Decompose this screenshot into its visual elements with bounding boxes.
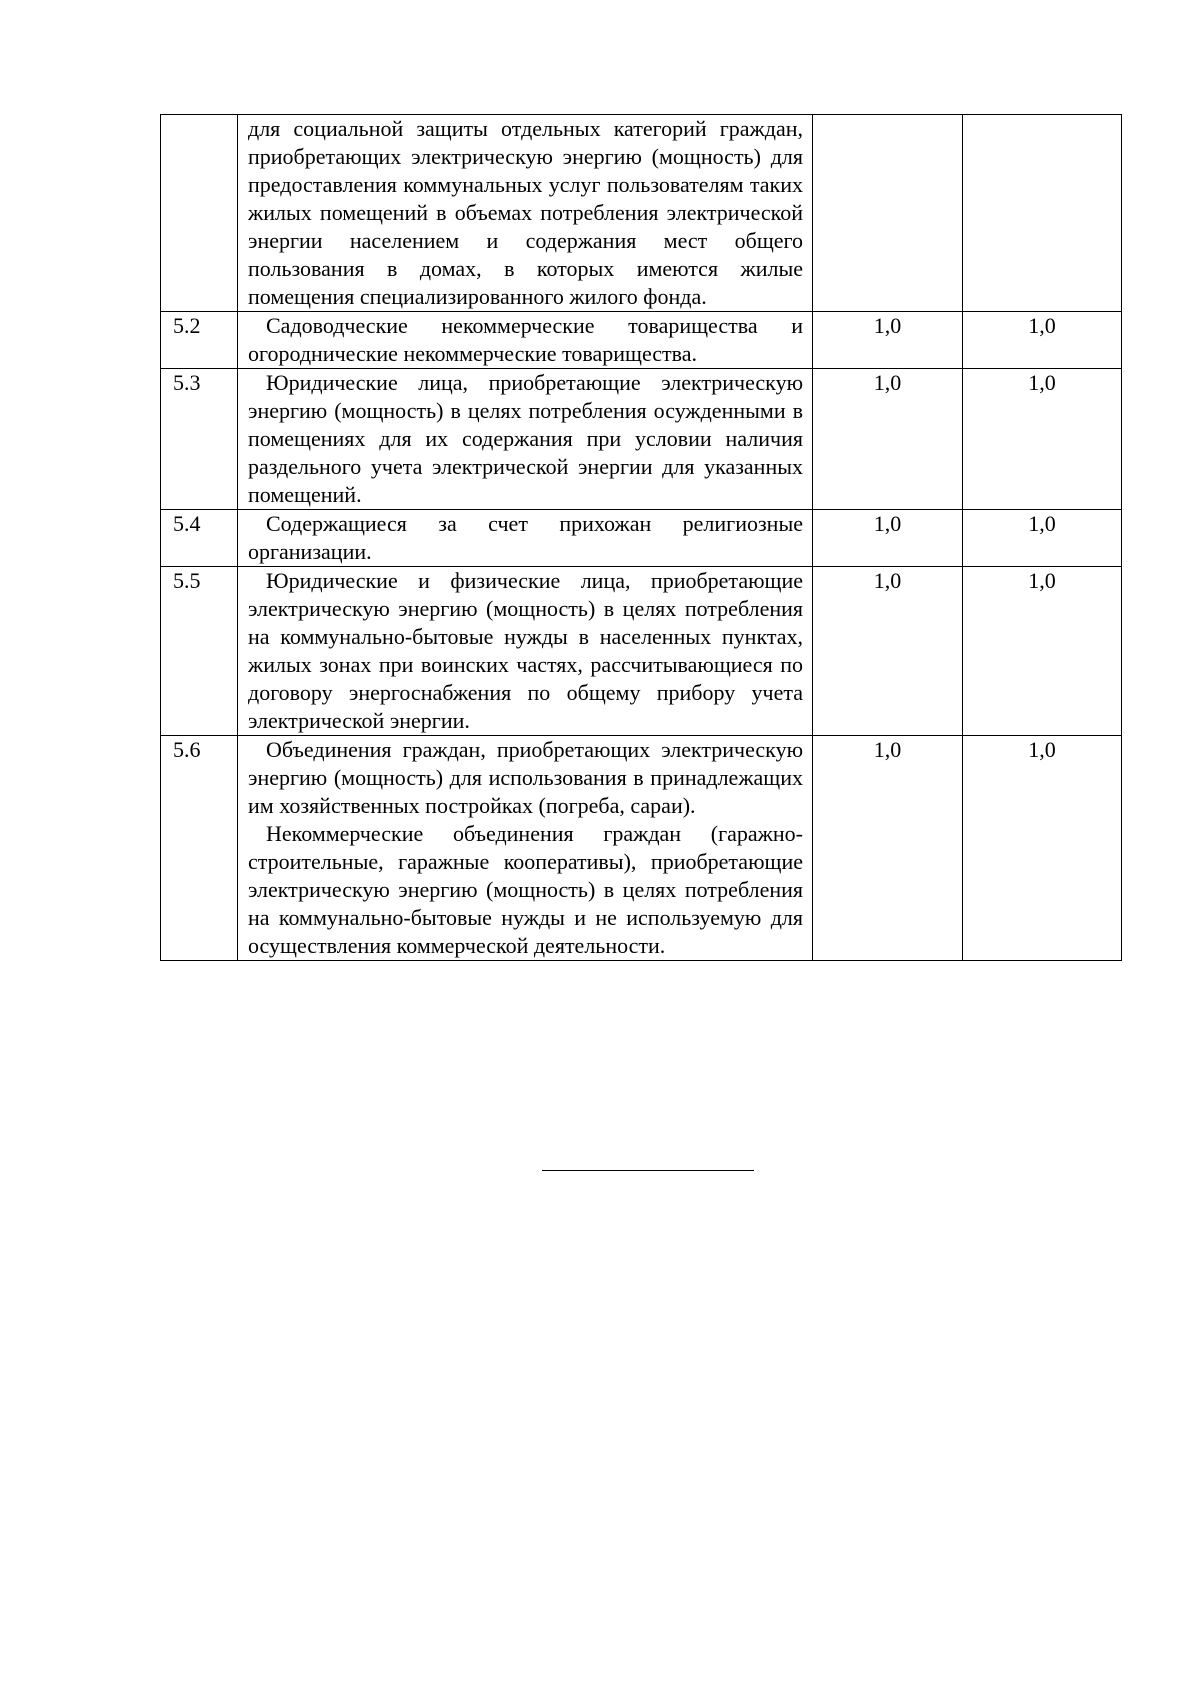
row-number: 5.5: [161, 567, 238, 736]
description-paragraph: Садоводческие некоммерческие товарищества и огороднические некоммерческие товарищества.: [248, 313, 803, 366]
row-value-1: 1,0: [813, 312, 963, 369]
table-row: [161, 369, 1122, 510]
row-number: [161, 115, 238, 312]
row-value-2: 1,0: [963, 567, 1122, 736]
description-paragraph: для социальной защиты отдельных категорий граждан, приобретающих электрическую энергию (мощность) для предоставления коммунальных услуг пользователям таких жилых помещений в объемах потребления электрической энергии населением и содержания мест общего пользования в домах, в которых имеются жилые помещения специализированного жилого фонда.: [248, 116, 803, 309]
row-value-1: 1,0: [813, 736, 963, 961]
row-description: [238, 510, 813, 567]
row-value-1: 1,0: [813, 510, 963, 567]
row-number: 5.4: [161, 510, 238, 567]
description-paragraph: Юридические и физические лица, приобретающие электрическую энергию (мощность) в целях потребления на коммунально-бытовые нужды в населенных пунктах, жилых зонах при воинских частях, рассчитывающиеся по договору энергоснабжения по общему прибору учета электрической энергии.: [248, 568, 803, 733]
table-row: [161, 567, 1122, 736]
table-row: [161, 312, 1122, 369]
row-description: [238, 312, 813, 369]
tariff-table: [160, 114, 1122, 961]
row-number: 5.3: [161, 369, 238, 510]
row-value-2: 1,0: [963, 312, 1122, 369]
row-description: [238, 369, 813, 510]
row-value-2: 1,0: [963, 736, 1122, 961]
description-paragraph: Юридические лица, приобретающие электрическую энергию (мощность) в целях потребления осужденными в помещениях для их содержания при условии наличия раздельного учета электрической энергии для указанных помещений.: [248, 370, 803, 507]
row-value-1: [813, 115, 963, 312]
row-value-2: 1,0: [963, 510, 1122, 567]
end-of-document-rule: [542, 1170, 754, 1171]
description-paragraph: Содержащиеся за счет прихожан религиозные организации.: [248, 511, 803, 564]
row-value-2: [963, 115, 1122, 312]
row-description: [238, 115, 813, 312]
description-paragraph: Объединения граждан, приобретающих электрическую энергию (мощность) для использования в принадлежащих им хозяйственных постройках (погреба, сараи).: [248, 737, 803, 818]
row-value-1: 1,0: [813, 369, 963, 510]
table-row: [161, 115, 1122, 312]
row-value-2: 1,0: [963, 369, 1122, 510]
description-paragraph: Некоммерческие объединения граждан (гаражно-строительные, гаражные кооперативы), приобретающие электрическую энергию (мощность) в целях потребления на коммунально-бытовые нужды и не используемую для осуществления коммерческой деятельности.: [248, 821, 803, 958]
row-description: [238, 567, 813, 736]
row-description: [238, 736, 813, 961]
table-row: [161, 510, 1122, 567]
row-number: 5.2: [161, 312, 238, 369]
table-row: [161, 736, 1122, 961]
row-number: 5.6: [161, 736, 238, 961]
row-value-1: 1,0: [813, 567, 963, 736]
